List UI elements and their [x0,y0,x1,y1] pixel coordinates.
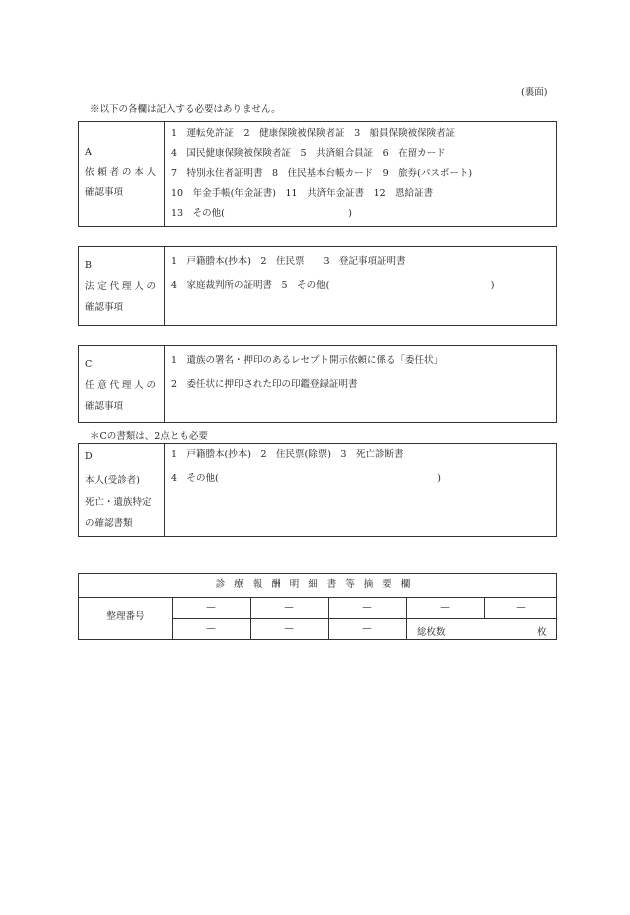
section-c-letter: C [85,359,93,370]
summary-dash: — [362,623,372,634]
section-b-label: 法定代理人の [85,281,159,292]
section-b-label2: 確認事項 [85,302,124,313]
page-side-label: (裏面) [521,87,548,98]
section-c-item-1: 1 遺族の署名・押印のあるレセプト開示依頼に係る「委任状」 [171,355,444,366]
section-c-note: ＊Cの書類は、2点とも必要 [90,431,208,442]
notice-text: ※以下の各欄は記入する必要はありません。 [90,104,281,115]
sheets-unit: 枚 [537,627,547,638]
summary-dash: — [284,623,294,634]
section-d-item-2: 4 その他( ) [171,473,441,484]
section-d-label2: 死亡・遺族特定 [85,497,152,508]
summary-dash: — [206,623,216,634]
summary-dash: — [206,602,216,613]
summary-dash: — [362,602,372,613]
summary-dash: — [516,602,526,613]
section-c-label2: 確認事項 [85,401,124,412]
section-d-box [78,443,557,537]
section-b-item-2: 4 家庭裁判所の証明書 5 その他( ) [171,280,495,291]
section-a-item-5: 13 その他( ) [171,208,353,219]
total-sheets-label: 総枚数 [417,627,446,638]
section-a-box [78,121,557,227]
section-c-box [78,345,557,423]
section-a-item-1: 1 運転免許証 2 健康保険被保険者証 3 船員保険被保険者証 [171,128,456,139]
summary-dash: — [284,602,294,613]
summary-row-label: 整理番号 [106,611,145,622]
section-d-letter: D [85,451,93,462]
section-b-letter: B [85,260,92,271]
section-b-box [78,246,557,326]
summary-table-title: 診療報酬明細書等摘要欄 [215,579,420,590]
section-d-item-1: 1 戸籍謄本(抄本) 2 住民票(除票) 3 死亡診断書 [171,449,404,460]
section-a-item-4: 10 年金手帳(年金証書) 11 共済年金証書 12 恩給証書 [171,188,434,199]
section-a-item-3: 7 特別永住者証明書 8 住民基本台帳カード 9 旅券(パスポート) [171,168,473,179]
section-a-item-2: 4 国民健康保険被保険者証 5 共済組合員証 6 在留カード [171,148,446,159]
section-a-label: 依頼者の本人 [85,167,159,178]
section-a-label2: 確認事項 [85,187,124,198]
section-d-label: 本人(受診者) [85,475,140,486]
section-d-label3: の確認書類 [85,518,133,529]
summary-dash: — [440,602,450,613]
summary-table [78,573,557,640]
section-a-letter: A [85,147,92,158]
section-c-label: 任意代理人の [85,380,159,391]
section-b-item-1: 1 戸籍謄本(抄本) 2 住民票 3 登記事項証明書 [171,256,406,267]
section-c-item-2: 2 委任状に押印された印の印鑑登録証明書 [171,379,358,390]
